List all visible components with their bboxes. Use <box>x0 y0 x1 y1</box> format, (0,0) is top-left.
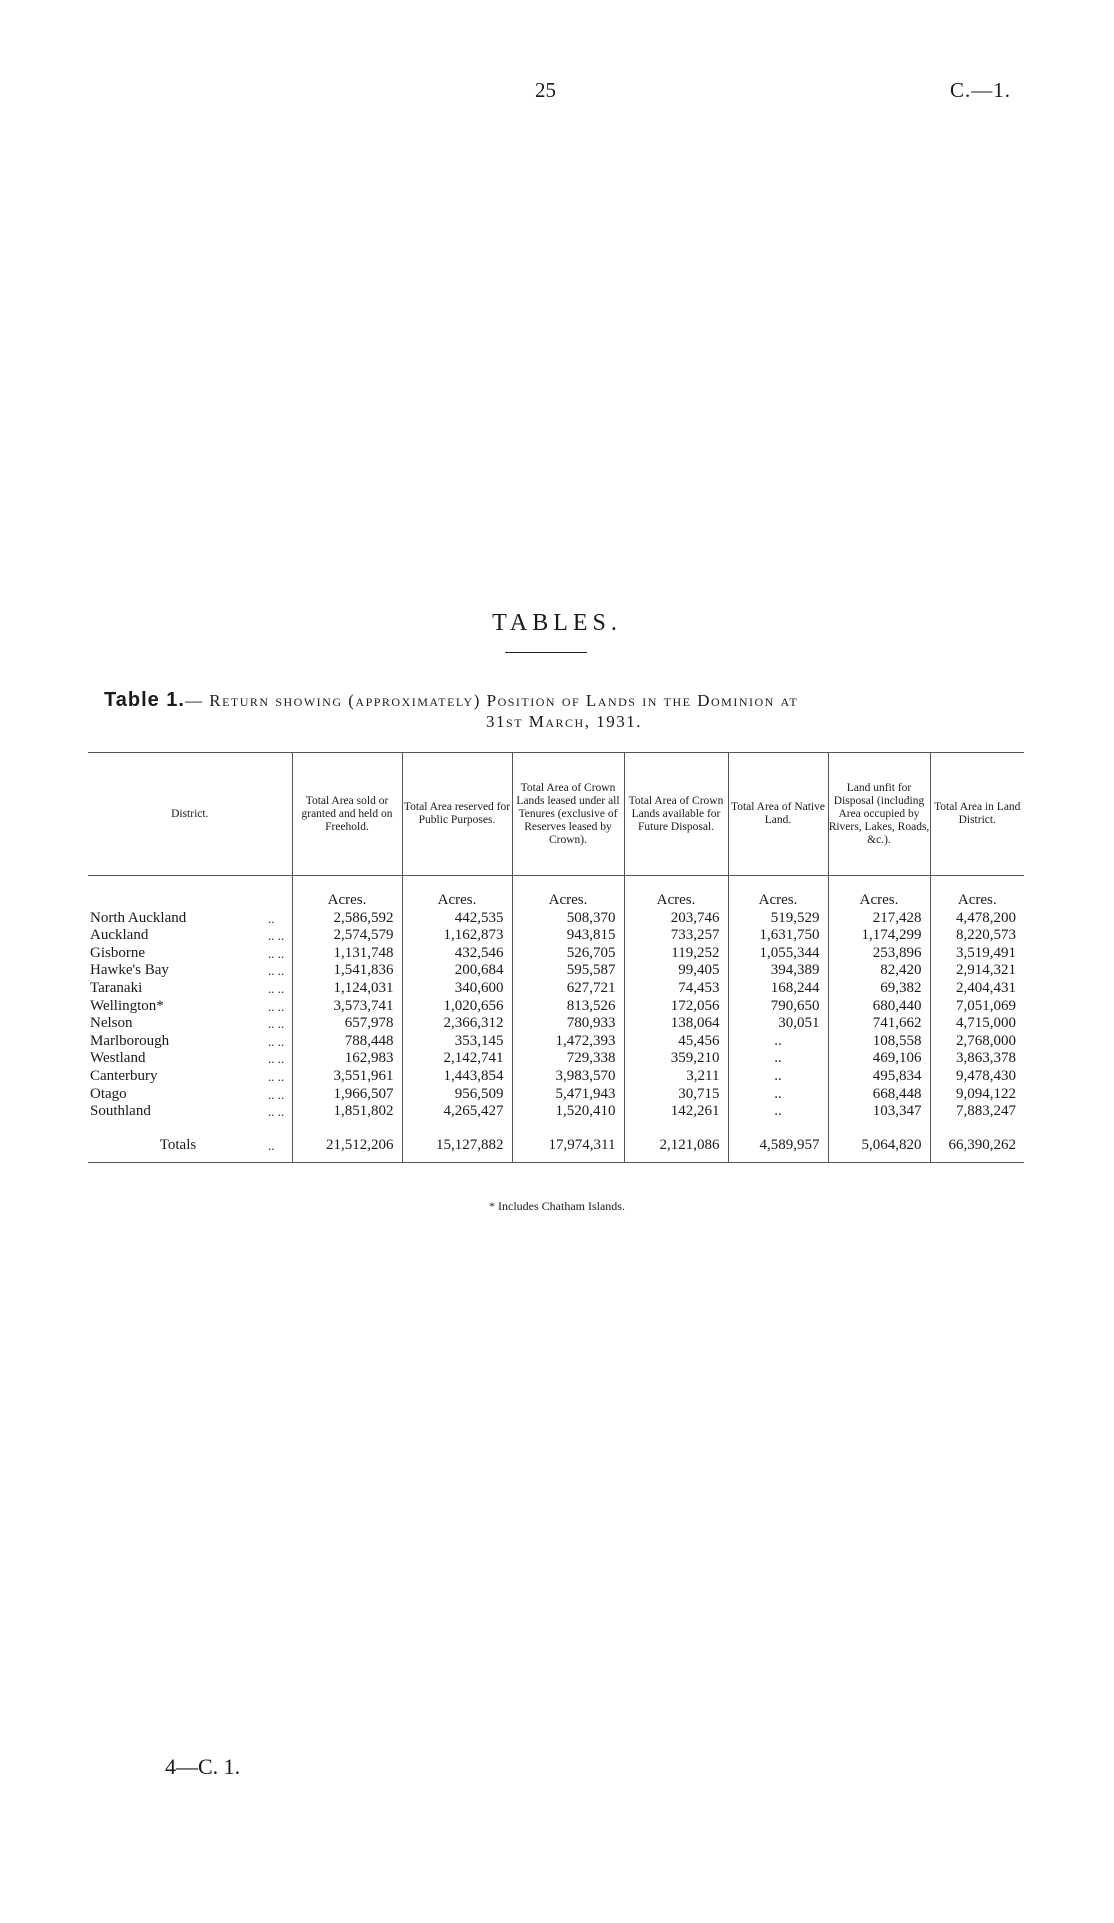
table-cell: 1,520,410 <box>512 1103 624 1121</box>
table-row <box>88 1050 1024 1068</box>
leader-dots: .. .. <box>268 1016 285 1032</box>
table-cell: 7,883,247 <box>930 1103 1024 1121</box>
unit-label: Acres. <box>402 876 512 910</box>
column-header: Total Area reserved for Public Purposes. <box>402 753 512 876</box>
leader-dots: .. .. <box>268 1033 285 1049</box>
table-cell: 359,210 <box>624 1050 728 1068</box>
table-cell: 519,529 <box>728 910 828 928</box>
column-header: District. <box>88 753 292 876</box>
table-cell: 680,440 <box>828 998 930 1016</box>
footnote: * Includes Chatham Islands. <box>489 1199 625 1213</box>
column-header: Total Area sold or granted and held on Freehold. <box>292 753 402 876</box>
table-cell: 2,404,431 <box>930 980 1024 998</box>
table-cell: 3,573,741 <box>292 998 402 1016</box>
table-cell: 668,448 <box>828 1086 930 1104</box>
table-cell: 217,428 <box>828 910 930 928</box>
leader-dots: .. <box>268 910 275 926</box>
table-title-line1: — Return showing (approximately) Position of Lands in the Dominion at <box>185 691 799 710</box>
table-cell: 432,546 <box>402 945 512 963</box>
leader-dots: .. .. <box>268 963 285 979</box>
table-cell: 9,478,430 <box>930 1068 1024 1086</box>
district-name: Nelson <box>90 1015 133 1032</box>
table-cell: 4,265,427 <box>402 1103 512 1121</box>
table-cell: 943,815 <box>512 927 624 945</box>
table-cell: 8,220,573 <box>930 927 1024 945</box>
table-cell: 5,471,943 <box>512 1086 624 1104</box>
table-row <box>88 910 1024 928</box>
table-cell: 2,586,592 <box>292 910 402 928</box>
table-cell: 595,587 <box>512 962 624 980</box>
unit-label: Acres. <box>728 876 828 910</box>
table-cell: 66,390,262 <box>930 1127 1024 1163</box>
table-cell: 2,121,086 <box>624 1127 728 1163</box>
table-cell: 508,370 <box>512 910 624 928</box>
table-cell: 1,162,873 <box>402 927 512 945</box>
table-row <box>88 945 1024 963</box>
table-label: Table 1. <box>104 689 185 711</box>
table-cell: 1,124,031 <box>292 980 402 998</box>
table-header-row <box>88 753 1024 876</box>
section-title: TABLES. <box>492 610 622 636</box>
table-cell: 9,094,122 <box>930 1086 1024 1104</box>
table-cell: 5,064,820 <box>828 1127 930 1163</box>
table-cell: .. <box>728 1103 828 1121</box>
district-name: Marlborough <box>90 1032 170 1049</box>
table-body <box>88 876 1024 1163</box>
table-cell: 3,863,378 <box>930 1050 1024 1068</box>
table-cell: 733,257 <box>624 927 728 945</box>
lands-table <box>88 752 1024 1163</box>
unit-label: Acres. <box>292 876 402 910</box>
leader-dots: .. .. <box>268 1051 285 1067</box>
table-cell: 790,650 <box>728 998 828 1016</box>
leader-dots: .. <box>268 1127 292 1163</box>
table-row <box>88 998 1024 1016</box>
table-cell: 1,131,748 <box>292 945 402 963</box>
table-cell: 253,896 <box>828 945 930 963</box>
table-cell: 2,914,321 <box>930 962 1024 980</box>
table-cell: 30,051 <box>728 1015 828 1033</box>
totals-row <box>88 1127 1024 1163</box>
table-cell: 495,834 <box>828 1068 930 1086</box>
table-cell: 729,338 <box>512 1050 624 1068</box>
unit-label: Acres. <box>930 876 1024 910</box>
table-cell: 1,443,854 <box>402 1068 512 1086</box>
table-cell: 119,252 <box>624 945 728 963</box>
table-cell: 7,051,069 <box>930 998 1024 1016</box>
district-name: Wellington* <box>90 997 164 1014</box>
table-cell: 627,721 <box>512 980 624 998</box>
district-name: Southland <box>90 1103 151 1120</box>
table-cell: 956,509 <box>402 1086 512 1104</box>
table-row <box>88 1033 1024 1051</box>
table-cell: 17,974,311 <box>512 1127 624 1163</box>
table-cell: 1,055,344 <box>728 945 828 963</box>
table-cell: 813,526 <box>512 998 624 1016</box>
table-cell: 780,933 <box>512 1015 624 1033</box>
table-title-line2: 31st March, 1931. <box>486 712 642 731</box>
column-header: Land unfit for Disposal (including Area occupied by Rivers, Lakes, Roads, &c.). <box>828 753 930 876</box>
table-cell: 74,453 <box>624 980 728 998</box>
table-cell: 1,966,507 <box>292 1086 402 1104</box>
leader-dots: .. .. <box>268 980 285 996</box>
table-cell: 526,705 <box>512 945 624 963</box>
column-header: Total Area of Native Land. <box>728 753 828 876</box>
table-cell: 99,405 <box>624 962 728 980</box>
column-header: Total Area in Land District. <box>930 753 1024 876</box>
table-cell: 2,142,741 <box>402 1050 512 1068</box>
table-cell: 4,715,000 <box>930 1015 1024 1033</box>
table-cell: 442,535 <box>402 910 512 928</box>
table-cell: 3,551,961 <box>292 1068 402 1086</box>
table-row <box>88 1086 1024 1104</box>
table-cell: 30,715 <box>624 1086 728 1104</box>
table-row <box>88 927 1024 945</box>
table-cell: 162,983 <box>292 1050 402 1068</box>
table-cell: .. <box>728 1068 828 1086</box>
table-title <box>104 690 1024 732</box>
table-cell: 172,056 <box>624 998 728 1016</box>
table-cell: 82,420 <box>828 962 930 980</box>
district-name: Auckland <box>90 927 149 944</box>
table-row <box>88 1068 1024 1086</box>
table-cell: 15,127,882 <box>402 1127 512 1163</box>
table-cell: 69,382 <box>828 980 930 998</box>
table-cell: 45,456 <box>624 1033 728 1051</box>
table-row <box>88 1103 1024 1121</box>
table-cell: 2,768,000 <box>930 1033 1024 1051</box>
table-cell: 2,366,312 <box>402 1015 512 1033</box>
leader-dots: .. .. <box>268 1068 285 1084</box>
table-row <box>88 1015 1024 1033</box>
table-cell: 1,541,836 <box>292 962 402 980</box>
unit-label: Acres. <box>624 876 728 910</box>
district-name: Gisborne <box>90 944 145 961</box>
leader-dots: .. .. <box>268 998 285 1014</box>
column-header: Total Area of Crown Lands leased under all Tenures (exclusive of Reserves leased by Crown). <box>512 753 624 876</box>
leader-dots: .. .. <box>268 928 285 944</box>
totals-label: Totals <box>88 1127 268 1163</box>
units-row <box>88 876 1024 910</box>
district-name: Otago <box>90 1085 127 1102</box>
document-reference: C.—1. <box>950 78 1012 102</box>
table-cell: 469,106 <box>828 1050 930 1068</box>
table-cell: .. <box>728 1050 828 1068</box>
district-name: Westland <box>90 1050 146 1067</box>
title-divider <box>505 652 587 653</box>
table-row <box>88 980 1024 998</box>
table-cell: 788,448 <box>292 1033 402 1051</box>
leader-dots: .. .. <box>268 1086 285 1102</box>
district-name: Hawke's Bay <box>90 962 169 979</box>
unit-label: Acres. <box>512 876 624 910</box>
table-cell: 4,589,957 <box>728 1127 828 1163</box>
table-cell: 1,631,750 <box>728 927 828 945</box>
table-cell: 394,389 <box>728 962 828 980</box>
leader-dots: .. .. <box>268 945 285 961</box>
table-cell: 168,244 <box>728 980 828 998</box>
table-cell: 657,978 <box>292 1015 402 1033</box>
table-cell: 353,145 <box>402 1033 512 1051</box>
district-name: Taranaki <box>90 979 143 996</box>
table-cell: 1,851,802 <box>292 1103 402 1121</box>
table-cell: 203,746 <box>624 910 728 928</box>
table-cell: 3,983,570 <box>512 1068 624 1086</box>
table-cell: 142,261 <box>624 1103 728 1121</box>
district-name: Canterbury <box>90 1067 158 1084</box>
table-cell: 108,558 <box>828 1033 930 1051</box>
table-cell: 200,684 <box>402 962 512 980</box>
table-cell: 1,174,299 <box>828 927 930 945</box>
table-cell: 3,519,491 <box>930 945 1024 963</box>
table-cell: 1,020,656 <box>402 998 512 1016</box>
table-cell: .. <box>728 1086 828 1104</box>
table-cell: 741,662 <box>828 1015 930 1033</box>
page-code: 4—C. 1. <box>165 1754 241 1779</box>
district-name: North Auckland <box>90 909 187 926</box>
table-cell: 138,064 <box>624 1015 728 1033</box>
table-cell: 2,574,579 <box>292 927 402 945</box>
column-header: Total Area of Crown Lands available for Future Disposal. <box>624 753 728 876</box>
unit-label: Acres. <box>828 876 930 910</box>
table-cell: .. <box>728 1033 828 1051</box>
page-number: 25 <box>535 78 556 102</box>
table-cell: 4,478,200 <box>930 910 1024 928</box>
table-cell: 103,347 <box>828 1103 930 1121</box>
table-cell: 3,211 <box>624 1068 728 1086</box>
table-cell: 21,512,206 <box>292 1127 402 1163</box>
leader-dots: .. .. <box>268 1104 285 1120</box>
table-row <box>88 962 1024 980</box>
table-cell: 340,600 <box>402 980 512 998</box>
table-cell: 1,472,393 <box>512 1033 624 1051</box>
